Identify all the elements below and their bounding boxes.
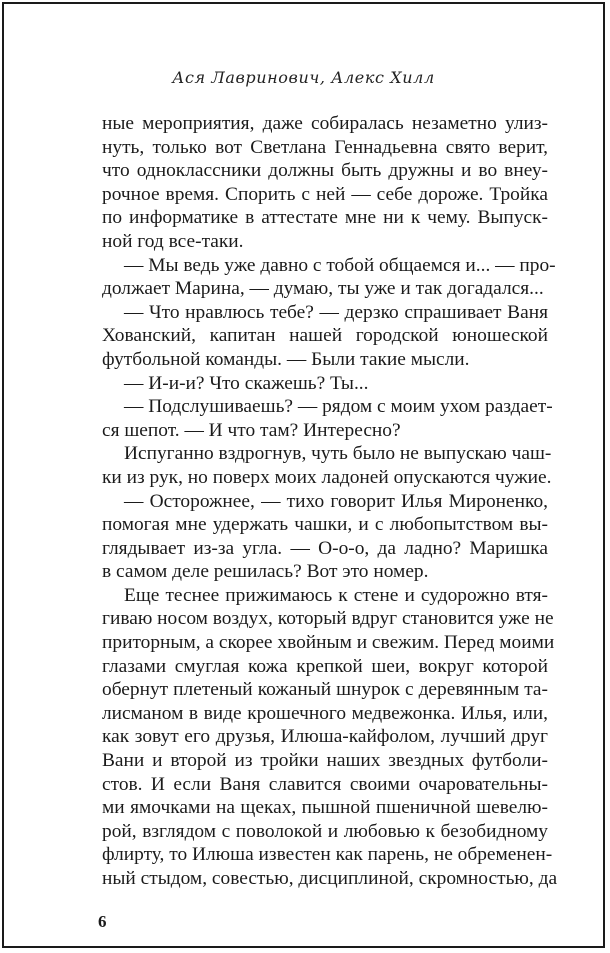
text-line: рочное время. Спорить с ней — себе дороже. Тройка <box>102 183 548 205</box>
text-line: рой, взглядом с поволокой и любовью к безобидному <box>102 820 548 842</box>
text-line: как зовут его друзья, Илюша-кайфолом, лучший друг <box>102 726 548 748</box>
text-line: Хованский, капитан нашей городской юношеской <box>102 325 548 347</box>
text-line: нуть, только вот Светлана Геннадьевна свято верит, <box>102 136 548 158</box>
text-line: стов. И если Ваня славится своими очаровательны- <box>102 773 548 795</box>
text-line: Испуганно вздрогнув, чуть было не выпускаю чаш- <box>124 443 552 465</box>
text-line: ные мероприятия, даже собиралась незаметно улиз- <box>102 113 548 134</box>
running-head: Ася Лавринович, Алекс Хилл <box>172 68 435 87</box>
text-line: футбольной команды. — Были такие мысли. <box>102 348 470 370</box>
text-line: что одноклассники должны быть дружны и во внеу- <box>102 160 548 182</box>
text-line: — Осторожнее, — тихо говорит Илья Мироненко, <box>124 490 548 512</box>
text-line: ной год все-таки. <box>102 230 244 252</box>
text-line: — Подслушиваешь? — рядом с моим ухом раздает- <box>124 396 553 418</box>
text-line: — Что нравлюсь тебе? — дерзко спрашивает Ваня <box>124 301 548 323</box>
text-line: — И-и-и? Что скажешь? Ты... <box>124 372 369 394</box>
text-line: Еще теснее прижимаюсь к стене и судорожно втя- <box>124 584 548 606</box>
text-line: ный стыдом, совестью, дисциплиной, скромностью, да <box>102 868 558 889</box>
text-line: ми ямочками на щеках, пышной пшеничной шевелю- <box>102 797 548 819</box>
text-line: ся шепот. — И что там? Интересно? <box>102 419 401 441</box>
text-line: гиваю носом воздух, который вдруг становится уже не <box>102 608 554 630</box>
book-page <box>2 2 605 948</box>
text-line: глазами смуглая кожа крепкой шеи, вокруг которой <box>102 655 548 677</box>
text-line: приторным, а скорее хвойным и свежим. Перед моими <box>102 632 555 654</box>
text-line: в самом деле решилась? Вот это номер. <box>102 561 429 583</box>
text-line: должает Марина, — думаю, ты уже и так догадался... <box>102 278 544 300</box>
text-line: ки из рук, но поверх моих ладоней опускаются чужие. <box>102 466 552 488</box>
text-line: Вани и второй из тройки наших звездных футболи- <box>102 750 548 772</box>
text-line: по информатике в аттестате мне ни к чему. Выпуск- <box>102 207 548 229</box>
body-text <box>102 112 558 891</box>
text-line: — Мы ведь уже давно с тобой общаемся и... — про- <box>124 254 556 276</box>
text-line: глядывает из-за угла. — О-о-о, да ладно? Маришка <box>102 537 548 559</box>
page-number: 6 <box>98 912 107 931</box>
text-line: помогая мне удержать чашки, и с любопытством вы- <box>102 514 548 536</box>
text-line: флирту, то Илюша известен как парень, не обременен- <box>102 844 553 866</box>
text-line: лисманом в виде крошечного медвежонка. Илья, или, <box>102 702 548 724</box>
text-line: обернут плетеный кожаный шнурок с деревянным та- <box>102 679 548 701</box>
